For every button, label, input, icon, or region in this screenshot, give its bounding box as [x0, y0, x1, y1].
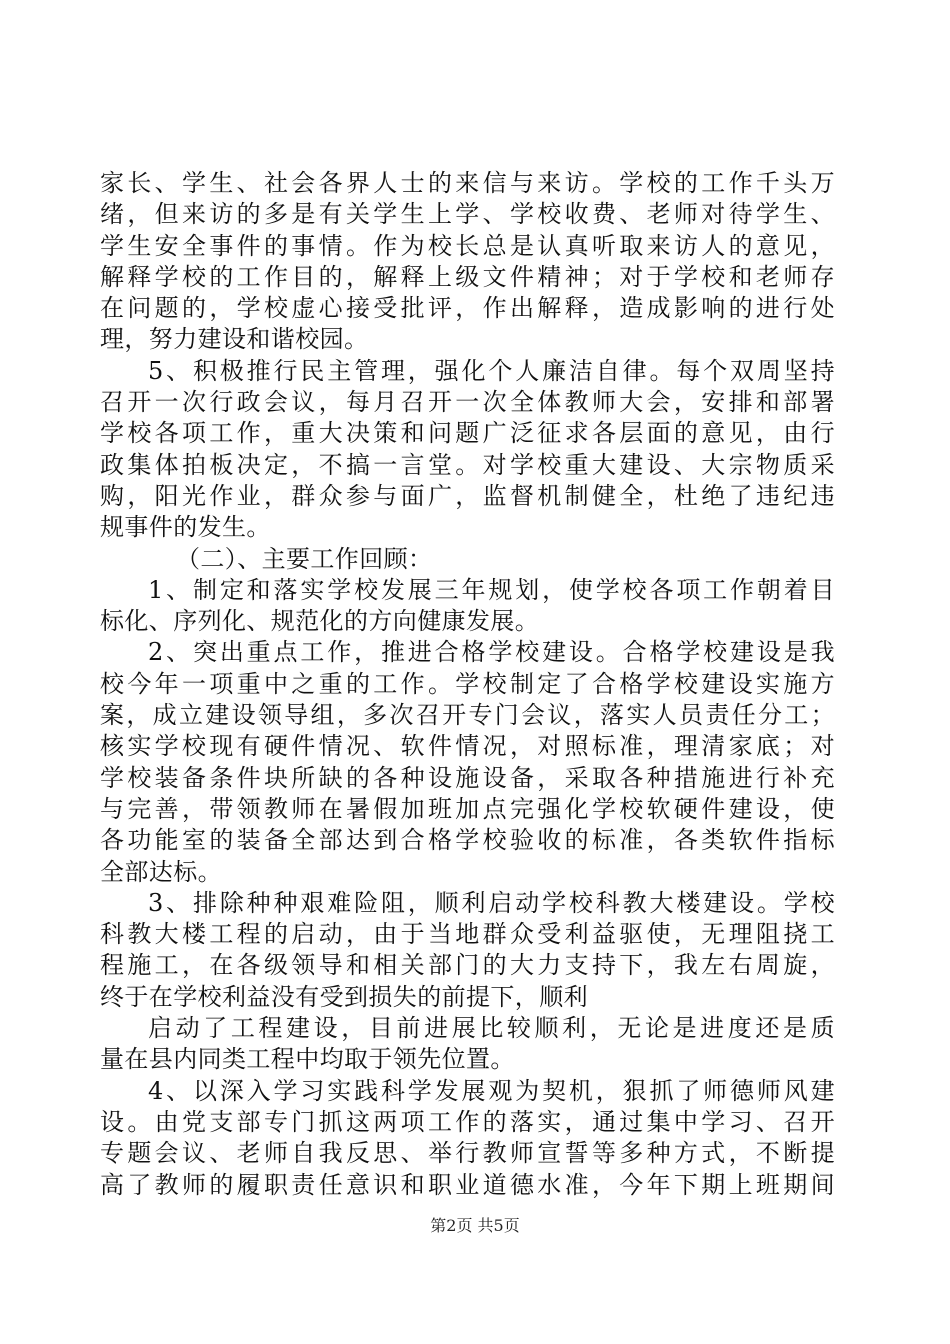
- text-line: 2、突出重点工作，推进合格学校建设。合格学校建设是我: [148, 638, 835, 667]
- text-line: 3、排除种种艰难险阻，顺利启动学校科教大楼建设。学校: [148, 888, 835, 917]
- text-line: 科教大楼工程的启动，由于当地群众受利益驱使，无理阻挠工: [100, 920, 835, 949]
- text-line: 召开一次行政会议，每月召开一次全体教师大会，安排和部署: [100, 388, 835, 417]
- text-line: 核实学校现有硬件情况、软件情况，对照标准，理清家底；对: [100, 732, 835, 761]
- text-line: 设。由党支部专门抓这两项工作的落实，通过集中学习、召开: [100, 1107, 835, 1136]
- text-line: 5、积极推行民主管理，强化个人廉洁自律。每个双周坚持: [148, 356, 835, 385]
- text-line: 专题会议、老师自我反思、举行教师宣誓等多种方式，不断提: [100, 1139, 835, 1168]
- text-line: 在问题的，学校虚心接受批评，作出解释，造成影响的进行处: [100, 294, 835, 323]
- text-line: 启动了工程建设，目前进展比较顺利，无论是进度还是质: [148, 1014, 835, 1043]
- text-line: 与完善，带领教师在暑假加班加点完强化学校软硬件建设，使: [100, 794, 835, 823]
- text-line: 各功能室的装备全部达到合格学校验收的标准，各类软件指标: [100, 826, 835, 855]
- text-line: 学校各项工作，重大决策和问题广泛征求各层面的意见，由行: [100, 419, 835, 448]
- text-line: 高了教师的履职责任意识和职业道德水准，今年下期上班期间: [100, 1170, 835, 1199]
- document-body: [100, 168, 835, 1201]
- text-line: 标化、序列化、规范化的方向健康发展。: [100, 607, 540, 636]
- text-line: 家长、学生、社会各界人士的来信与来访。学校的工作千头万: [100, 169, 835, 197]
- text-line: 规事件的发生。: [100, 513, 271, 542]
- text-line: 购，阳光作业，群众参与面广，监督机制健全，杜绝了违纪违: [100, 481, 835, 510]
- text-line: 解释学校的工作目的，解释上级文件精神；对于学校和老师存: [100, 262, 835, 291]
- text-line: 终于在学校利益没有受到损失的前提下，顺利: [100, 982, 588, 1011]
- text-line: 理，努力建设和谐校园。: [100, 325, 369, 354]
- text-line: 量在县内同类工程中均取于领先位置。: [100, 1045, 515, 1074]
- text-line: 程施工，在各级领导和相关部门的大力支持下，我左右周旋，: [100, 951, 835, 980]
- text-line: 绪，但来访的多是有关学生上学、学校收费、老师对待学生、: [100, 200, 835, 229]
- text-line: 学生安全事件的事情。作为校长总是认真听取来访人的意见，: [100, 231, 835, 260]
- text-line: 政集体拍板决定，不搞一言堂。对学校重大建设、大宗物质采: [100, 450, 835, 479]
- text-line: 1、制定和落实学校发展三年规划，使学校各项工作朝着目: [148, 575, 835, 604]
- text-line: 全部达标。: [100, 857, 222, 886]
- text-line: 案，成立建设领导组，多次召开专门会议，落实人员责任分工；: [100, 701, 835, 730]
- text-line: （二）、主要工作回顾：: [176, 544, 433, 573]
- page-footer: 第2页 共5页: [430, 1216, 520, 1235]
- text-line: 校今年一项重中之重的工作。学校制定了合格学校建设实施方: [100, 669, 835, 698]
- text-line: 学校装备条件块所缺的各种设施设备，采取各种措施进行补充: [100, 763, 835, 792]
- text-line: 4、以深入学习实践科学发展观为契机，狠抓了师德师风建: [148, 1076, 835, 1105]
